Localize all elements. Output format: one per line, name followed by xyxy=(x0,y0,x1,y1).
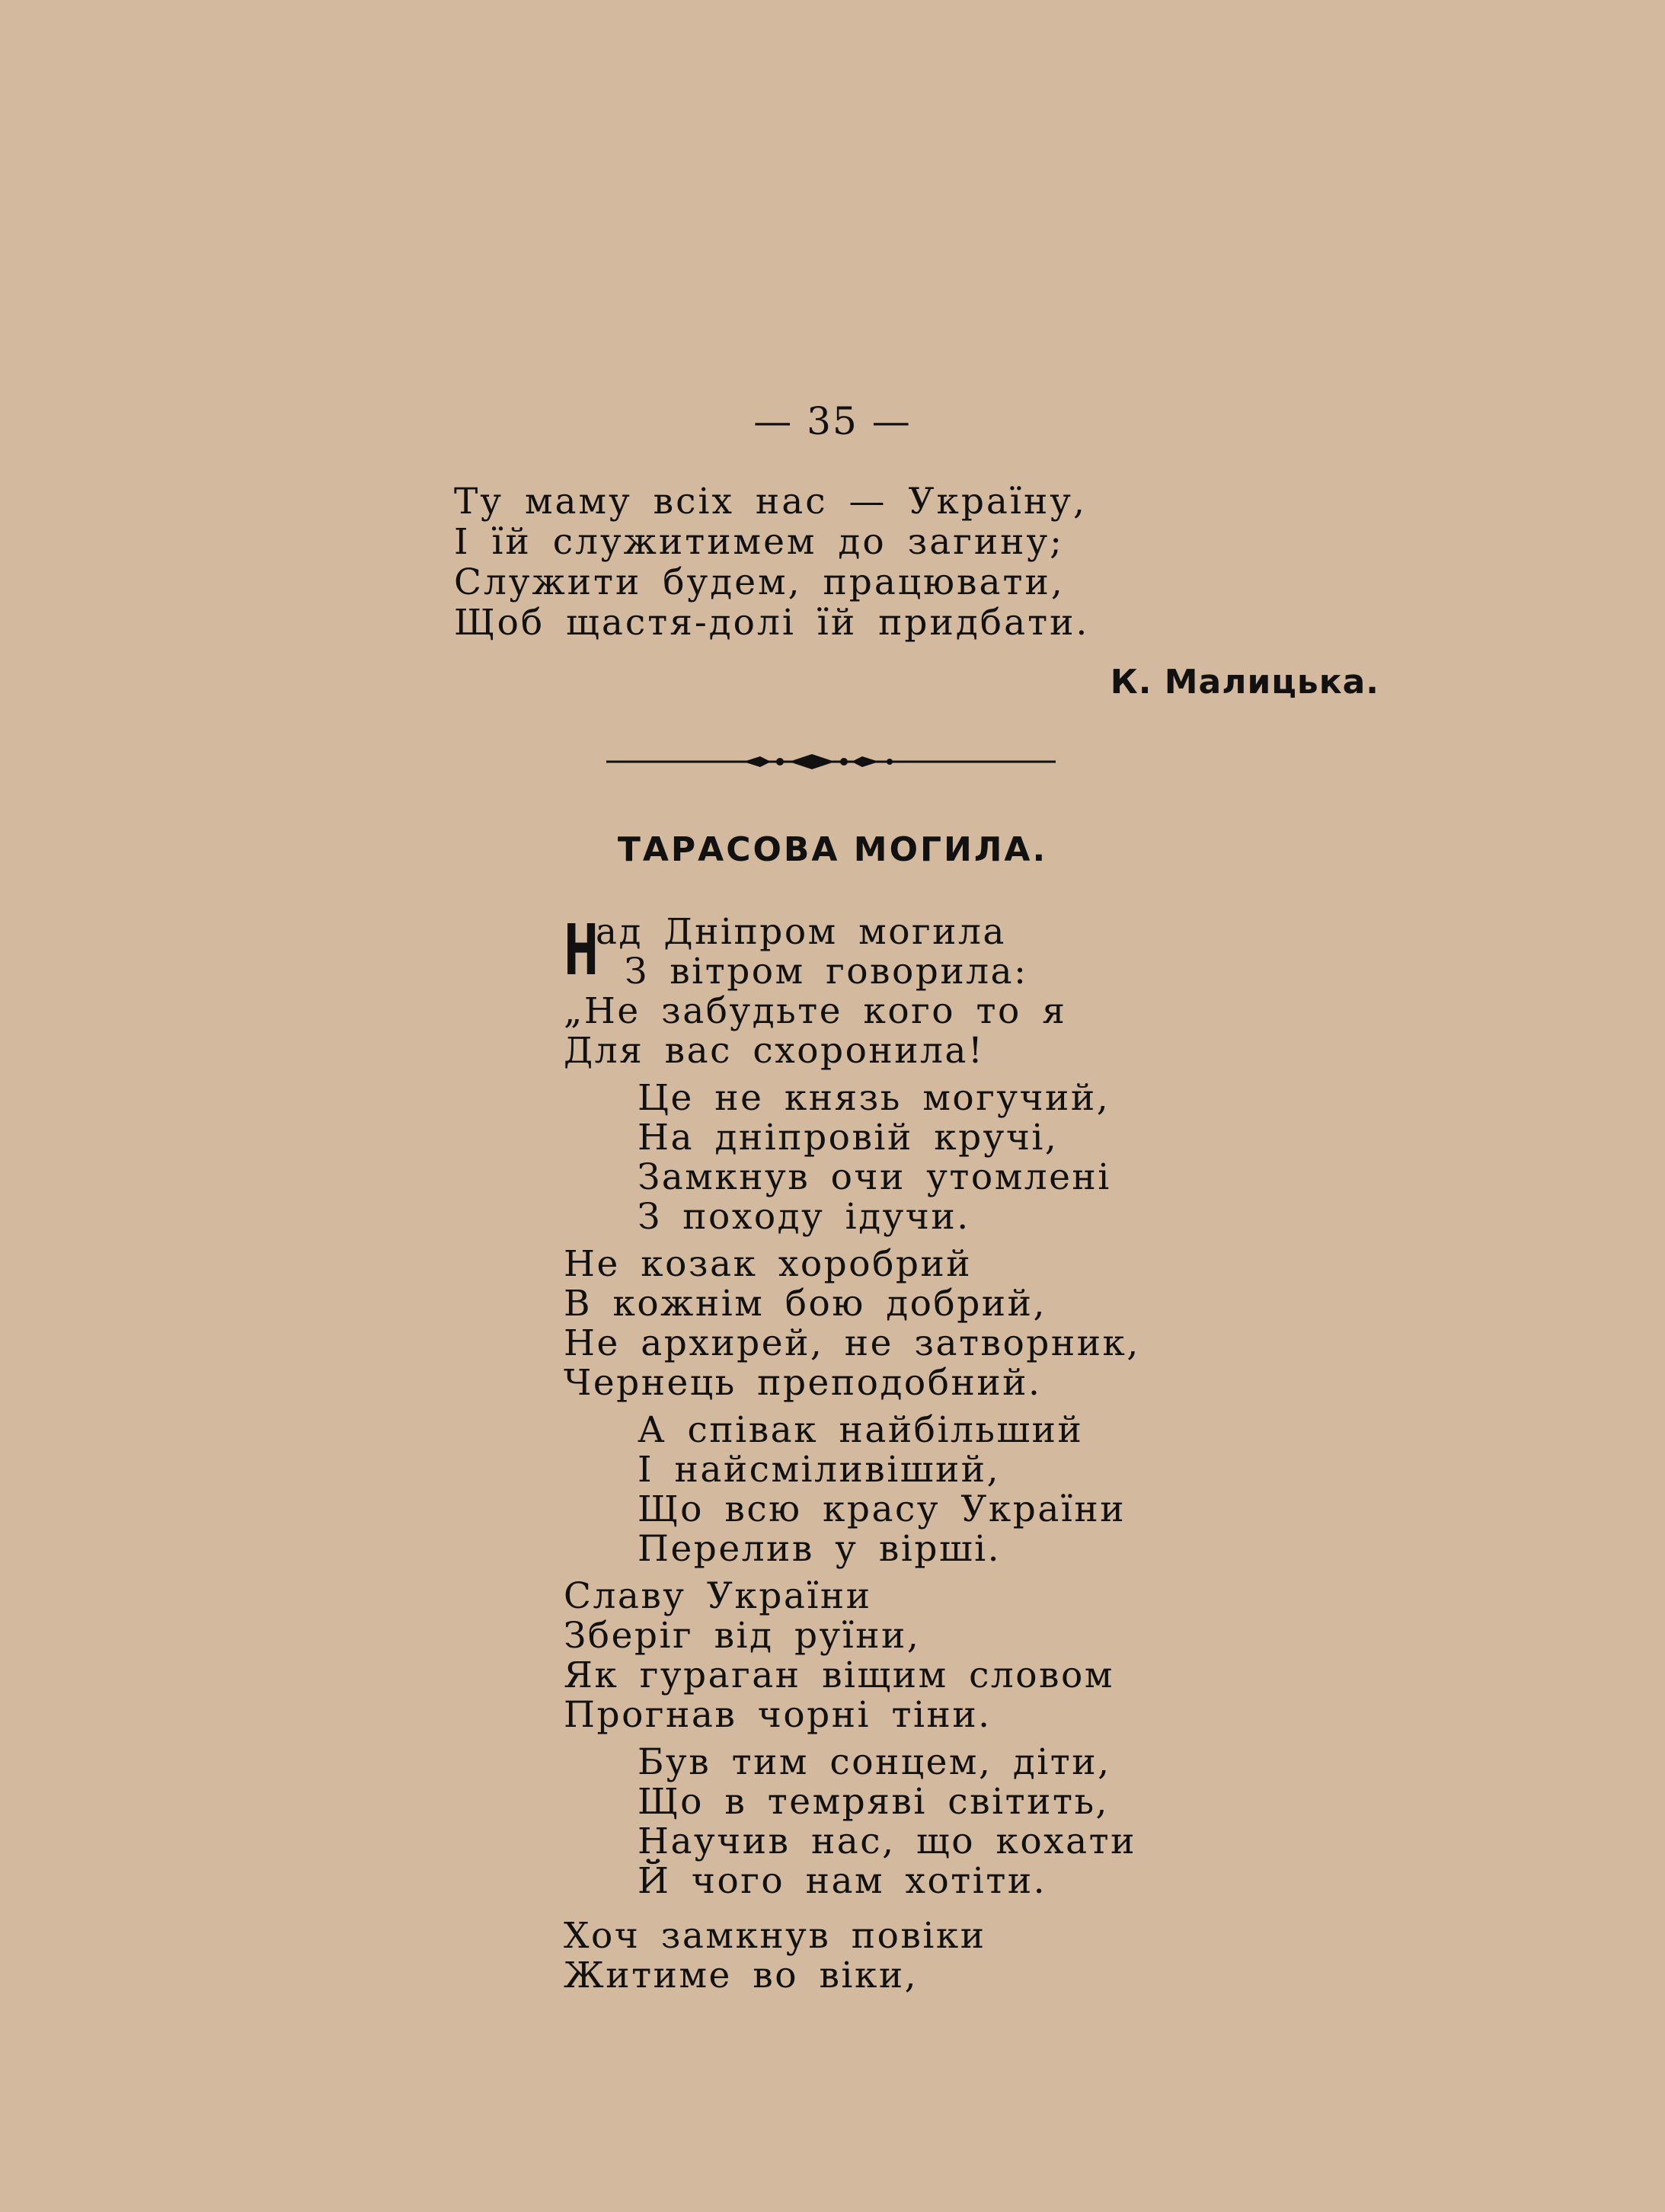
intro-line: Служити будем, працювати, xyxy=(454,561,1065,603)
poem-line: Прогнав чорні тіни. xyxy=(564,1694,992,1736)
intro-stanza xyxy=(454,481,1089,643)
author-signature: К. Малицька. xyxy=(1110,663,1379,702)
poem-line: А співак найбільший xyxy=(638,1409,1084,1451)
poem-line: Житиме во віки, xyxy=(564,1955,919,1996)
poem-line: Научив нас, що кохати xyxy=(638,1820,1136,1862)
poem-line: Перелив у вірші. xyxy=(638,1528,1002,1570)
stanza xyxy=(564,1079,1140,1237)
stanza xyxy=(564,1411,1140,1569)
poem-body xyxy=(564,909,1140,1996)
poem-line: Й чого нам хотіти. xyxy=(638,1860,1047,1902)
poem-line: ад Дніпром могила xyxy=(596,911,1006,953)
poem-line: Славу України xyxy=(564,1575,872,1617)
intro-line: Ту маму всіх нас — Україну, xyxy=(454,481,1087,523)
stanza xyxy=(564,1245,1140,1403)
poem-line: В кожнім бою добрий, xyxy=(564,1283,1047,1325)
poem-line: Що всю красу України xyxy=(638,1488,1127,1530)
poem-line: „Не забудьте кого то я xyxy=(564,990,1067,1032)
poem-line: На дніпровій кручі, xyxy=(638,1117,1059,1159)
stanza xyxy=(564,1916,1140,1996)
poem-title: ТАРАСОВА МОГИЛА. xyxy=(617,830,1048,869)
poem-line: Що в темряві світить, xyxy=(638,1781,1109,1823)
poem-line: Був тим сонцем, діти, xyxy=(638,1741,1111,1783)
intro-line: Щоб щастя-долі їй придбати. xyxy=(454,602,1090,644)
drop-cap-block xyxy=(564,909,1140,993)
poem-line: З походу ідучи. xyxy=(638,1196,970,1238)
drop-cap: Н xyxy=(564,909,599,991)
stanza xyxy=(564,1743,1140,1901)
poem-line: Замкнув очи утомлені xyxy=(638,1156,1111,1198)
poem-line: Не архирей, не затворник, xyxy=(564,1322,1140,1364)
poem-line: Як гураган віщим словом xyxy=(564,1654,1114,1696)
poem-line: Хоч замкнув повіки xyxy=(564,1915,986,1957)
poem-line: Не козак хоробрий xyxy=(564,1243,973,1285)
ornamental-divider-icon xyxy=(606,746,1056,777)
poem-line: Це не князь могучий, xyxy=(638,1077,1111,1119)
stanza xyxy=(564,1577,1140,1735)
intro-line: І їй служитимем до загину; xyxy=(454,521,1064,563)
poem-line: Для вас схоронила! xyxy=(564,1030,985,1072)
poem-line: Зберіг від руїни, xyxy=(564,1615,921,1657)
poem-line: І найсміливіший, xyxy=(638,1449,1001,1491)
stanza xyxy=(564,909,1140,1072)
page-number: — 35 — xyxy=(753,399,912,443)
poem-line: Чернець преподобний. xyxy=(564,1362,1042,1404)
poem-line: З вітром говорила: xyxy=(625,951,1028,993)
